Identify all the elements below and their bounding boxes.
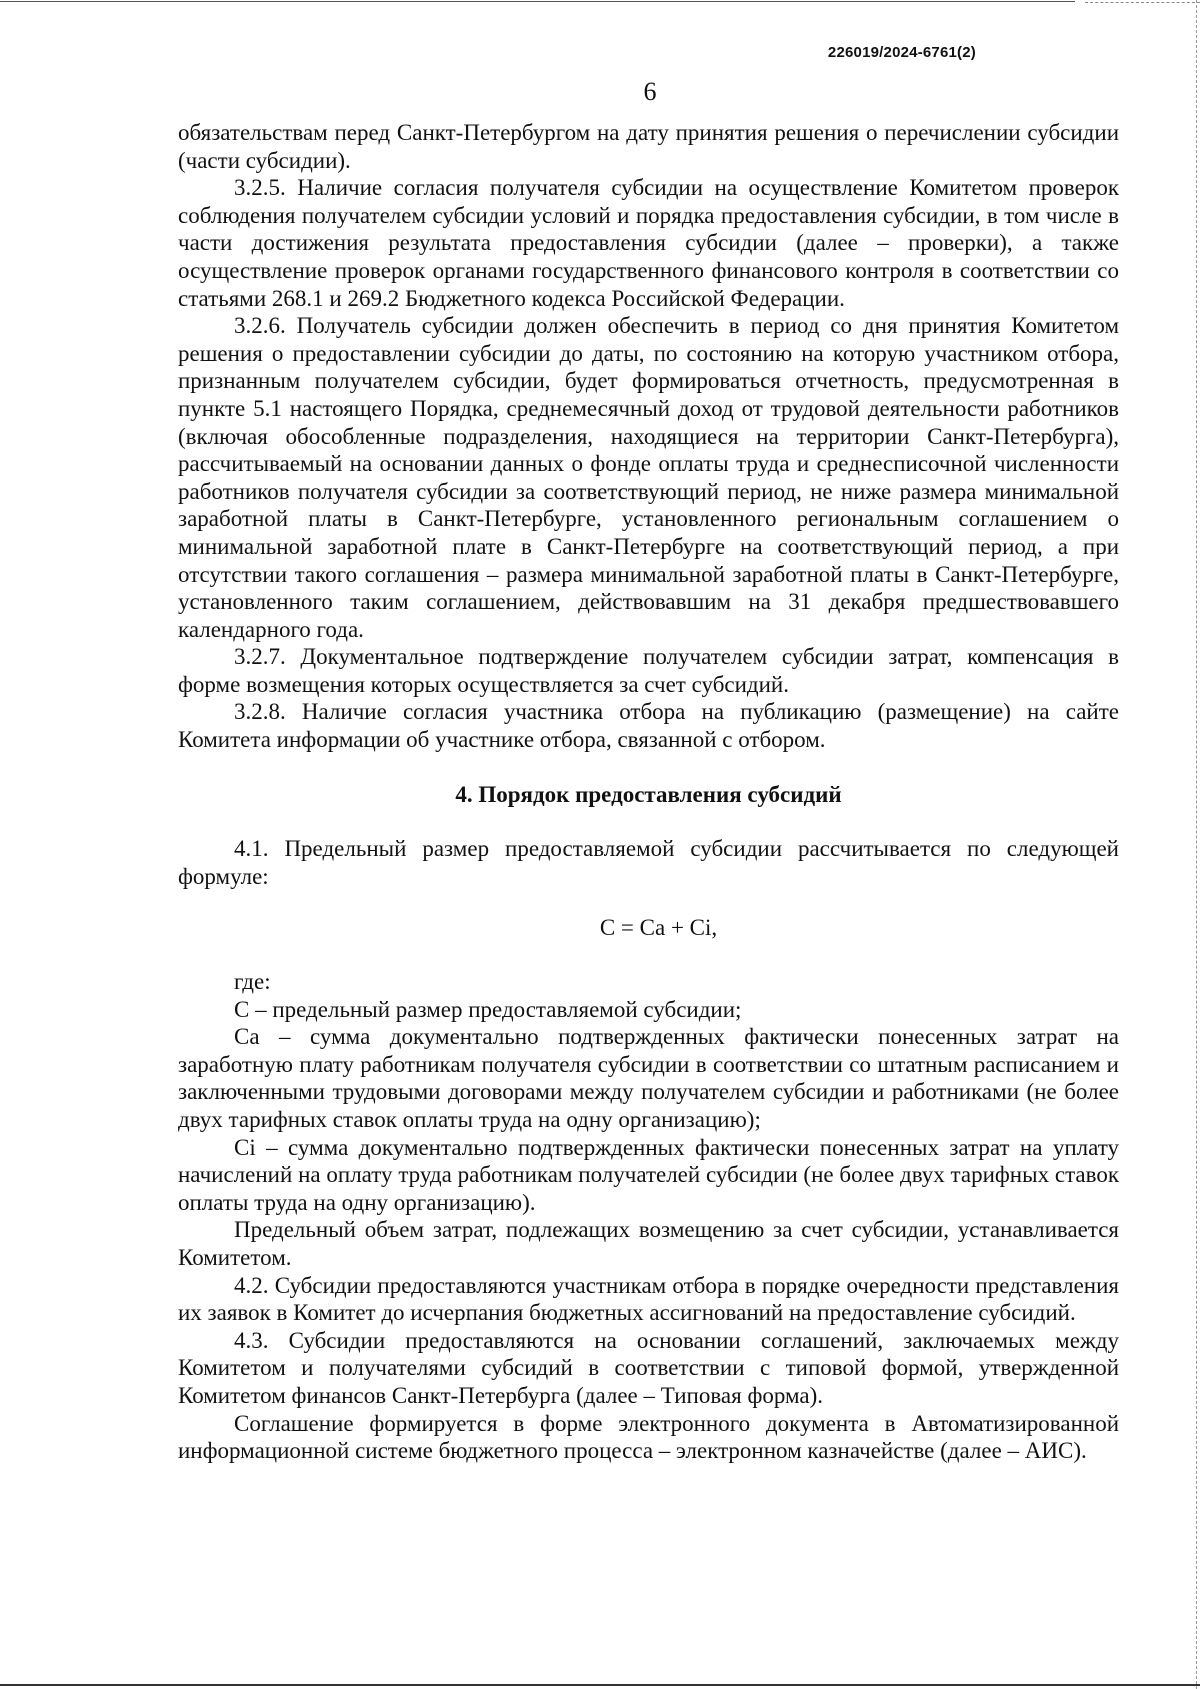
definition-ca: Са – сумма документально подтвержденных фактически понесенных затрат на заработную плату работникам получателя субсидии в соответствии со штатным расписанием и заключенными трудовыми договорами между получателем субсидии и работниками (не более двух тарифных ставок оплаты труда на одну организацию);: [178, 1024, 1119, 1132]
scan-edge-bottom: [0, 1684, 1200, 1686]
paragraph-4-1: 4.1. Предельный размер предоставляемой субсидии рассчитывается по следующей формуле:: [178, 836, 1119, 889]
page-number: 6: [643, 77, 657, 106]
paragraph-4-3: 4.3. Субсидии предоставляются на основании соглашений, заключаемых между Комитетом и получателями субсидий в соответствии с типовой формой, утвержденной Комитетом финансов Санкт-Петербурга (далее – Типовая форма).: [178, 1327, 1119, 1408]
scan-edge-right: [1196, 0, 1197, 1689]
paragraph-3-2-5: 3.2.5. Наличие согласия получателя субсидии на осуществление Комитетом проверок соблюдения получателем субсидии условий и порядка предоставления субсидии, в том числе в части достижения результата предоставления субсидии (далее – проверки), а также осуществление проверок органами государственного финансового контроля в соответствии со статьями 268.1 и 269.2 Бюджетного кодекса Российской Федерации.: [178, 175, 1119, 311]
paragraph-3-2-6: 3.2.6. Получатель субсидии должен обеспечить в период со дня принятия Комитетом решения о предоставлении субсидии до даты, по состоянию на которую участником отбора, признанным получателем субсидии, будет формироваться отчетность, предусмотренная в пункте 5.1 настоящего Порядка, среднемесячный доход от трудовой деятельности работников (включая обособленные подразделения, находящиеся на территории Санкт-Петербурга), рассчитываемый на основании данных о фонде оплаты труда и среднесписочной численности работников получателя субсидии за соответствующий период, не ниже размера минимальной заработной платы в Санкт-Петербурге, установленного региональным соглашением о минимальной заработной плате в Санкт-Петербурге на соответствующий период, а при отсутствии такого соглашения – размера минимальной заработной платы в Санкт-Петербурге, установленного таким соглашением, действовавшим на 31 декабря предшествовавшего календарного года.: [178, 313, 1119, 642]
scan-edge-top: [0, 1, 1075, 2]
definition-ci: Сi – сумма документально подтвержденных фактически понесенных затрат на уплату начислений на оплату труда работникам получателей субсидии (не более двух тарифных ставок оплаты труда на одну организацию).: [178, 1134, 1119, 1215]
paragraph-4-2: 4.2. Субсидии предоставляются участникам отбора в порядке очередности представления их заявок в Комитет до исчерпания бюджетных ассигнований на предоставление субсидий.: [178, 1272, 1119, 1326]
definition-where: где:: [234, 969, 271, 995]
scan-edge-top-right: [1085, 2, 1200, 3]
section-heading: 4. Порядок предоставления субсидий: [455, 781, 842, 807]
paragraph-cost-limit: Предельный объем затрат, подлежащих возмещению за счет субсидии, устанавливается Комитетом.: [178, 1217, 1119, 1270]
paragraph-3-2-7: 3.2.7. Документальное подтверждение получателем субсидии затрат, компенсация в форме возмещения которых осуществляется за счет субсидий.: [178, 644, 1119, 697]
document-body: [178, 119, 1119, 1465]
paragraph-continuation: обязательствам перед Санкт-Петербургом на дату принятия решения о перечислении субсидии (части субсидии).: [178, 120, 1119, 173]
paragraph-agreement-ais: Соглашение формируется в форме электронного документа в Автоматизированной информационной системе бюджетного процесса – электронном казначействе (далее – АИС).: [178, 1410, 1119, 1464]
paragraph-3-2-8: 3.2.8. Наличие согласия участника отбора на публикацию (размещение) на сайте Комитета информации об участнике отбора, связанной с отбором.: [178, 699, 1119, 753]
document-number: 226019/2024-6761(2): [827, 44, 976, 61]
definition-c: С – предельный размер предоставляемой субсидии;: [234, 996, 742, 1022]
subsidy-formula: С = Са + Сi,: [599, 915, 718, 941]
